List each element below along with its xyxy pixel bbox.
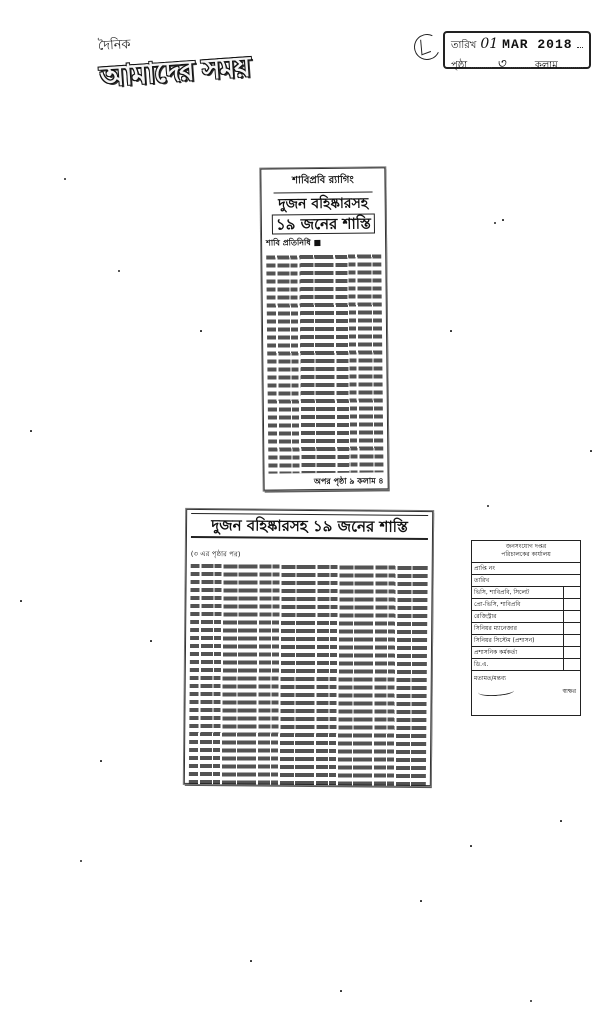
form-row bbox=[472, 611, 580, 623]
scan-speck bbox=[250, 960, 252, 962]
clipping-continued-note: অপর পৃষ্ঠা ৯ কলাম ৪ bbox=[313, 476, 384, 486]
masthead-logo: আমাদের সময় bbox=[98, 49, 251, 94]
form-row-label: প্রশাসনিক কর্মকর্তা bbox=[474, 648, 518, 656]
clipping-headline-line-1: দুজন বহিষ্কারসহ bbox=[278, 195, 369, 213]
scan-speck bbox=[470, 845, 472, 847]
scan-speck bbox=[530, 1000, 532, 1002]
form-row bbox=[472, 563, 580, 575]
stamp-date-month-year: MAR 2018 bbox=[502, 37, 573, 52]
form-row bbox=[472, 623, 580, 635]
clipping-body-text bbox=[189, 562, 428, 786]
handwritten-signature bbox=[478, 685, 515, 698]
scan-speck bbox=[200, 330, 202, 332]
form-check-box bbox=[563, 635, 580, 646]
masthead-prefix: দৈনিক bbox=[97, 37, 131, 54]
stamp-date-row bbox=[451, 36, 583, 52]
form-row bbox=[472, 659, 580, 671]
clipping-kicker: শাবিপ্রবি র‍্যাগিং bbox=[273, 172, 372, 193]
form-row bbox=[472, 647, 580, 659]
form-row-label: সিনিয়র সিস্টেম (প্রশাসন) bbox=[474, 636, 535, 644]
form-row bbox=[472, 635, 580, 647]
scan-speck bbox=[80, 860, 82, 862]
form-check-box bbox=[563, 623, 580, 634]
scan-speck bbox=[494, 222, 496, 224]
form-title-line-2: পরিচালকের কার্যালয় bbox=[501, 551, 551, 559]
stamp-dotted-line bbox=[510, 59, 531, 68]
form-check-box bbox=[563, 599, 580, 610]
clipping-body-text bbox=[266, 252, 383, 473]
form-row bbox=[472, 587, 580, 599]
stamp-date-label: তারিখ bbox=[451, 40, 477, 51]
scan-speck bbox=[450, 330, 452, 332]
scan-speck bbox=[64, 178, 66, 180]
form-remarks-area bbox=[472, 671, 580, 699]
scan-speck bbox=[420, 900, 422, 902]
scan-speck bbox=[590, 450, 592, 452]
form-row-label: প্রো-ভিসি, শাবিপ্রবি bbox=[474, 600, 521, 608]
clipping-byline: শাবি প্রতিনিধি ■ bbox=[266, 237, 322, 248]
clipping-headline: দুজন বহিষ্কারসহ ১৯ জনের শাস্তি bbox=[191, 513, 428, 540]
form-row-label: ডি.এ. bbox=[474, 660, 489, 668]
form-row-label: তারিখ bbox=[474, 576, 490, 584]
form-row bbox=[472, 575, 580, 587]
scan-speck bbox=[30, 430, 32, 432]
stamp-dotted-line bbox=[562, 59, 583, 68]
form-remarks-label: মতামত/মন্তব্য bbox=[474, 674, 506, 682]
form-signature-label: স্বাক্ষর bbox=[562, 687, 576, 695]
scan-speck bbox=[560, 820, 562, 822]
stamp-dotted-line bbox=[577, 39, 583, 48]
date-page-stamp bbox=[443, 31, 591, 72]
scan-speck bbox=[150, 640, 152, 642]
form-title-line-1: জনসংযোগ দপ্তর bbox=[505, 543, 547, 550]
stamp-page-label: পৃষ্ঠা bbox=[451, 60, 468, 71]
scan-speck bbox=[20, 600, 22, 602]
news-clipping-continuation bbox=[184, 509, 433, 786]
scan-speck bbox=[487, 505, 489, 507]
clipping-continued-from: (৩ এর পৃষ্ঠার পর) bbox=[190, 549, 241, 559]
clipping-headline-line-2: ১৯ জনের শাস্তি bbox=[272, 213, 375, 234]
stamp-dotted-line bbox=[471, 59, 492, 68]
scan-speck bbox=[100, 760, 102, 762]
form-check-box bbox=[563, 647, 580, 658]
form-row-label: সিনিয়র ম্যানেজার bbox=[474, 624, 517, 632]
scan-speck bbox=[118, 270, 120, 272]
form-row-label: ভিসি, শাবিপ্রবি, সিলেট bbox=[474, 588, 530, 596]
form-check-box bbox=[563, 659, 580, 670]
stamp-column-label: কলাম bbox=[534, 60, 558, 71]
form-title bbox=[472, 541, 580, 563]
stamp-date-day: 01 bbox=[480, 36, 499, 52]
form-row-label: প্রাপ্তি নং bbox=[474, 564, 495, 572]
routing-form bbox=[471, 540, 581, 716]
form-row bbox=[472, 599, 580, 611]
handwritten-mark bbox=[410, 30, 443, 63]
form-row-label: রেজিস্ট্রার bbox=[474, 612, 497, 620]
form-check-box bbox=[563, 611, 580, 622]
stamp-page-value: ৩ bbox=[496, 56, 506, 72]
scan-speck bbox=[502, 219, 504, 221]
news-clipping-front bbox=[260, 167, 388, 490]
scan-speck bbox=[340, 990, 342, 992]
form-check-box bbox=[563, 587, 580, 598]
